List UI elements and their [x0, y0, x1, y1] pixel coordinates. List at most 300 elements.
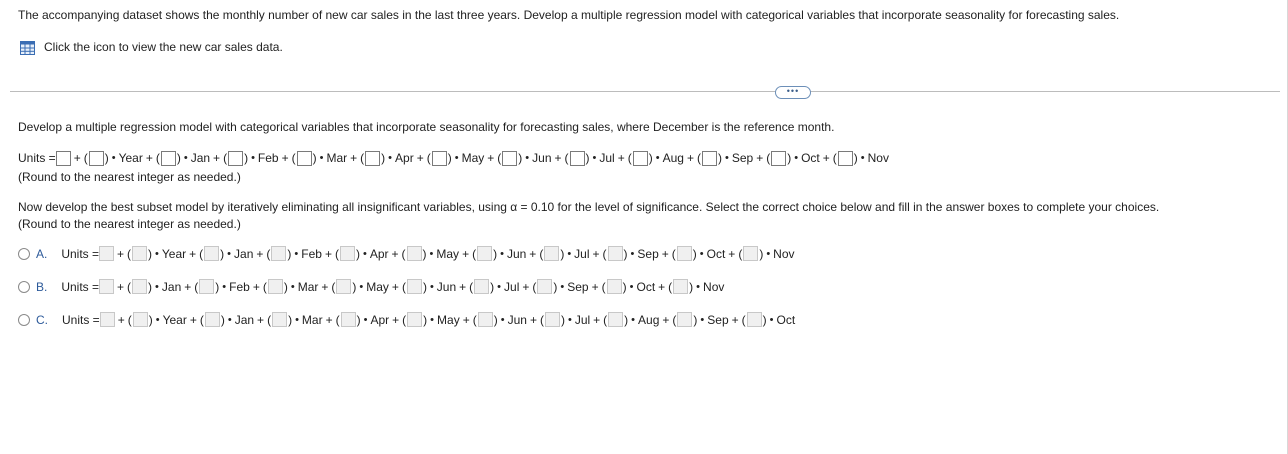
coefficient-input-apr[interactable] — [365, 151, 380, 166]
coefficient-group — [532, 279, 557, 294]
close-paren: ) — [553, 279, 558, 294]
plus-sign: + — [554, 151, 562, 165]
open-paren: ( — [360, 151, 365, 165]
coefficient-group — [628, 151, 653, 166]
part2-prompt: Now develop the best subset model by iteratively eliminating all insignificant variables, using α = 0.10 for the level of significance. Select the correct choice below and fill in the answer boxes to complete your choices. — [18, 200, 1160, 214]
plus-sign: + — [462, 246, 470, 261]
close-paren: ) — [422, 246, 427, 261]
section-divider — [10, 91, 1280, 92]
variable-jul: Jul — [504, 279, 520, 294]
variable-jun: Jun — [532, 151, 552, 165]
multiply-dot: • — [567, 313, 572, 326]
variable-mar: Mar — [301, 312, 323, 327]
open-paren: ( — [766, 151, 771, 165]
open-paren: ( — [601, 279, 606, 294]
open-paren: ( — [539, 246, 544, 261]
coefficient-input-aug[interactable] — [608, 312, 623, 327]
multiply-dot: • — [700, 313, 705, 326]
open-paren: ( — [497, 151, 502, 165]
coefficient-group — [672, 312, 697, 327]
plus-sign: + — [117, 312, 125, 327]
variable-year: Year — [162, 312, 187, 327]
variable-jun: Jun — [506, 246, 527, 261]
variable-year: Year — [118, 151, 143, 165]
intercept-input[interactable] — [100, 312, 115, 327]
table-grid-icon[interactable] — [20, 41, 35, 55]
open-paren: ( — [469, 279, 474, 294]
coefficient-group — [360, 151, 385, 166]
coefficient-group — [402, 246, 427, 261]
coefficient-group — [127, 279, 152, 294]
close-paren: ) — [759, 246, 764, 261]
coefficient-input-nov[interactable] — [838, 151, 853, 166]
coefficient-group — [540, 312, 565, 327]
close-paren: ) — [148, 246, 153, 261]
coefficient-input-mar[interactable] — [272, 312, 287, 327]
open-paren: ( — [83, 151, 88, 165]
close-paren: ) — [148, 279, 153, 294]
variable-nov: Nov — [703, 279, 725, 294]
variable-year: Year — [161, 246, 187, 261]
open-paren: ( — [155, 151, 160, 165]
coefficient-group — [833, 151, 858, 166]
coefficient-group — [472, 246, 497, 261]
close-paren: ) — [447, 151, 452, 165]
coefficient-group — [402, 312, 427, 327]
open-paren: ( — [199, 312, 204, 327]
open-paren: ( — [335, 312, 340, 327]
close-paren: ) — [422, 279, 427, 294]
close-paren: ) — [624, 312, 629, 327]
close-paren: ) — [493, 312, 498, 327]
variable-mar: Mar — [297, 279, 319, 294]
close-paren: ) — [356, 312, 361, 327]
plus-sign: + — [117, 246, 125, 261]
variable-jan: Jan — [234, 246, 254, 261]
coefficient-group — [194, 279, 219, 294]
coefficient-group — [199, 246, 224, 261]
coefficient-input-apr[interactable] — [341, 312, 356, 327]
multiply-dot: • — [430, 313, 435, 326]
plus-sign: + — [184, 279, 192, 294]
close-paren: ) — [220, 246, 225, 261]
open-paren: ( — [331, 279, 336, 294]
variable-aug: Aug — [638, 312, 660, 327]
open-paren: ( — [199, 246, 204, 261]
coefficient-input-year[interactable] — [89, 151, 104, 166]
coefficient-input-year[interactable] — [133, 312, 148, 327]
variable-oct: Oct — [706, 246, 726, 261]
plus-sign: + — [686, 151, 694, 165]
multiply-dot: • — [222, 280, 227, 293]
data-link[interactable] — [20, 40, 283, 55]
part2-round-note: (Round to the nearest integer as needed.) — [18, 217, 241, 231]
coefficient-input-may[interactable] — [432, 151, 447, 166]
multiply-dot: • — [629, 280, 634, 293]
plus-sign: + — [731, 312, 739, 327]
variable-sep: Sep — [637, 246, 659, 261]
choice-b[interactable] — [18, 279, 724, 294]
variable-oct: Oct — [801, 151, 820, 165]
multiply-dot: • — [388, 152, 393, 164]
coefficient-input-jan[interactable] — [205, 312, 220, 327]
multiply-dot: • — [766, 247, 771, 260]
coefficient-input-mar[interactable] — [268, 279, 283, 294]
coefficient-input-nov[interactable] — [743, 246, 758, 261]
variable-may: May — [436, 246, 460, 261]
open-paren: ( — [401, 246, 406, 261]
close-paren: ) — [560, 312, 565, 327]
plus-sign: + — [391, 246, 399, 261]
close-paren: ) — [693, 312, 698, 327]
coefficient-group — [565, 151, 590, 166]
coefficient-group — [766, 151, 791, 166]
close-paren: ) — [585, 151, 590, 165]
multiply-dot: • — [724, 152, 729, 164]
variable-apr: Apr — [370, 312, 390, 327]
coefficient-group — [402, 279, 427, 294]
close-paren: ) — [648, 151, 653, 165]
plus-sign: + — [73, 151, 81, 165]
close-paren: ) — [623, 246, 628, 261]
data-link-label[interactable]: Click the icon to view the new car sales data. — [44, 40, 283, 54]
plus-sign: + — [593, 312, 601, 327]
coefficient-input-jan[interactable] — [161, 151, 176, 166]
coefficient-input-oct[interactable] — [771, 151, 786, 166]
multiply-dot: • — [567, 247, 572, 260]
coefficient-input-aug[interactable] — [633, 151, 648, 166]
multiply-dot: • — [155, 247, 159, 260]
open-paren: ( — [603, 312, 608, 327]
multiply-dot: • — [794, 152, 799, 164]
open-paren: ( — [291, 151, 296, 165]
open-paren: ( — [738, 246, 743, 261]
plus-sign: + — [617, 151, 625, 165]
multiply-dot: • — [227, 247, 232, 260]
coefficient-group — [697, 151, 722, 166]
coefficient-group — [738, 246, 763, 261]
coefficient-input-sep[interactable] — [677, 312, 692, 327]
coefficient-input-jul[interactable] — [544, 246, 559, 261]
multiply-dot: • — [769, 313, 774, 326]
coefficient-input-year[interactable] — [132, 246, 147, 261]
variable-jan: Jan — [234, 312, 255, 327]
intercept-input[interactable] — [56, 151, 71, 166]
multiply-dot: • — [251, 152, 255, 164]
coefficient-group — [336, 312, 361, 327]
open-paren: ( — [127, 246, 132, 261]
coefficient-input-sep[interactable] — [702, 151, 717, 166]
open-paren: ( — [472, 246, 477, 261]
open-paren: ( — [334, 246, 339, 261]
plus-sign: + — [658, 279, 666, 294]
plus-sign: + — [662, 312, 670, 327]
close-paren: ) — [692, 246, 697, 261]
multiply-dot: • — [497, 280, 502, 293]
variable-sep: Sep — [567, 279, 589, 294]
multiply-dot: • — [290, 280, 295, 293]
variable-sep: Sep — [707, 312, 729, 327]
close-paren: ) — [381, 151, 386, 165]
open-paren: ( — [671, 246, 676, 261]
coefficient-input-sep[interactable] — [608, 246, 623, 261]
coefficient-input-jul[interactable] — [570, 151, 585, 166]
plus-sign: + — [213, 151, 221, 165]
choice-b-letter: B. — [36, 279, 48, 294]
open-paren: ( — [564, 151, 569, 165]
coefficient-group — [267, 312, 292, 327]
plus-sign: + — [529, 312, 537, 327]
open-paren: ( — [266, 246, 271, 261]
multiply-dot: • — [319, 152, 324, 164]
coefficient-input-may[interactable] — [407, 312, 422, 327]
plus-sign: + — [822, 151, 830, 165]
open-paren: ( — [223, 151, 228, 165]
variable-mar: Mar — [326, 151, 348, 165]
close-paren: ) — [352, 279, 357, 294]
coefficient-input-may[interactable] — [336, 279, 351, 294]
coefficient-input-jun[interactable] — [478, 312, 493, 327]
plus-sign: + — [256, 246, 264, 261]
open-paren: ( — [741, 312, 746, 327]
variable-may: May — [461, 151, 485, 165]
open-paren: ( — [832, 151, 837, 165]
plus-sign: + — [189, 312, 197, 327]
variable-may: May — [366, 279, 389, 294]
open-paren: ( — [262, 279, 267, 294]
open-paren: ( — [668, 279, 673, 294]
plus-sign: + — [592, 246, 600, 261]
multiply-dot: • — [655, 152, 660, 164]
multiply-dot: • — [454, 152, 459, 164]
close-paren: ) — [104, 151, 109, 165]
plus-sign: + — [350, 151, 358, 165]
coefficient-group — [84, 151, 109, 166]
variable-jan: Jan — [161, 279, 182, 294]
close-paren: ) — [622, 279, 627, 294]
close-paren: ) — [176, 151, 181, 165]
coefficient-group — [223, 151, 248, 166]
plus-sign: + — [392, 312, 400, 327]
variable-oct: Oct — [776, 312, 796, 327]
multiply-dot: • — [699, 247, 704, 260]
multiply-dot: • — [294, 247, 299, 260]
close-paren: ) — [762, 312, 767, 327]
plus-sign: + — [117, 279, 125, 294]
variable-feb: Feb — [229, 279, 250, 294]
close-paren: ) — [355, 246, 360, 261]
choice-c-radio[interactable] — [18, 314, 30, 326]
coefficient-group — [668, 279, 693, 294]
open-paren: ( — [472, 312, 477, 327]
choice-a-letter: A. — [36, 246, 48, 261]
multiply-dot: • — [363, 313, 368, 326]
open-paren: ( — [267, 312, 272, 327]
coefficient-group — [263, 279, 288, 294]
choice-b-radio[interactable] — [18, 281, 30, 293]
intercept-input[interactable] — [99, 246, 114, 261]
plus-sign: + — [257, 312, 265, 327]
part1-prompt: Develop a multiple regression model with categorical variables that incorporate seasonality for forecasting sales, where December is the reference month. — [18, 120, 835, 134]
multiply-dot: • — [155, 313, 160, 326]
close-paren: ) — [493, 246, 498, 261]
coefficient-group — [672, 246, 697, 261]
multiply-dot: • — [560, 280, 565, 293]
multiply-dot: • — [860, 152, 865, 164]
variable-oct: Oct — [636, 279, 656, 294]
coefficient-input-jun[interactable] — [477, 246, 492, 261]
coefficient-group — [469, 279, 494, 294]
plus-sign: + — [325, 312, 333, 327]
coefficient-group — [497, 151, 522, 166]
multiply-dot: • — [525, 152, 530, 164]
variable-feb: Feb — [257, 151, 279, 165]
coefficient-group — [266, 246, 291, 261]
part1-round-note: (Round to the nearest integer as needed.) — [18, 170, 241, 184]
equation-lhs: Units = — [18, 151, 56, 165]
plus-sign: + — [487, 151, 495, 165]
multiply-dot: • — [227, 313, 232, 326]
multiply-dot: • — [630, 247, 635, 260]
variable-nov: Nov — [773, 246, 795, 261]
coefficient-input-oct[interactable] — [607, 279, 622, 294]
coefficient-group — [156, 151, 181, 166]
coefficient-group — [335, 246, 360, 261]
coefficient-group — [331, 279, 356, 294]
open-paren: ( — [194, 279, 199, 294]
coefficient-group — [603, 312, 628, 327]
coefficient-input-sep[interactable] — [537, 279, 552, 294]
plus-sign: + — [459, 279, 467, 294]
coefficient-input-jul[interactable] — [545, 312, 560, 327]
coefficient-input-apr[interactable] — [340, 246, 355, 261]
open-paren: ( — [127, 312, 132, 327]
variable-jan: Jan — [190, 151, 211, 165]
multiply-dot: • — [111, 152, 116, 164]
coefficient-input-oct[interactable] — [677, 246, 692, 261]
plus-sign: + — [661, 246, 669, 261]
plus-sign: + — [416, 151, 424, 165]
plus-sign: + — [728, 246, 736, 261]
coefficient-group — [742, 312, 767, 327]
variable-jun: Jun — [507, 312, 527, 327]
more-button[interactable]: ••• — [775, 86, 811, 99]
coefficient-group — [602, 279, 627, 294]
open-paren: ( — [401, 279, 406, 294]
variable-sep: Sep — [731, 151, 754, 165]
close-paren: ) — [244, 151, 249, 165]
multiply-dot: • — [359, 280, 364, 293]
open-paren: ( — [539, 312, 544, 327]
variable-apr: Apr — [395, 151, 414, 165]
plus-sign: + — [281, 151, 289, 165]
plus-sign: + — [321, 279, 329, 294]
variable-jul: Jul — [574, 312, 591, 327]
coefficient-input-jan[interactable] — [132, 279, 147, 294]
close-paren: ) — [148, 312, 153, 327]
multiply-dot: • — [362, 247, 367, 260]
coefficient-input-oct[interactable] — [747, 312, 762, 327]
close-paren: ) — [288, 312, 293, 327]
choice-c-letter: C. — [36, 312, 48, 327]
close-paren: ) — [518, 151, 523, 165]
equation-lhs: Units = — [61, 246, 100, 261]
intercept-input[interactable] — [99, 279, 114, 294]
plus-sign: + — [522, 279, 530, 294]
coefficient-input-jul[interactable] — [474, 279, 489, 294]
equation-lhs: Units = — [61, 279, 100, 294]
close-paren: ) — [215, 279, 220, 294]
variable-apr: Apr — [369, 246, 389, 261]
close-paren: ) — [490, 279, 495, 294]
choice-a[interactable] — [18, 246, 795, 261]
multiply-dot: • — [631, 313, 636, 326]
variable-nov: Nov — [867, 151, 889, 165]
variable-jul: Jul — [599, 151, 615, 165]
equation-lhs: Units = — [62, 312, 100, 327]
plus-sign: + — [462, 312, 470, 327]
coefficient-group — [427, 151, 452, 166]
close-paren: ) — [287, 246, 292, 261]
open-paren: ( — [602, 246, 607, 261]
coefficient-input-nov[interactable] — [673, 279, 688, 294]
choice-c[interactable] — [18, 312, 795, 327]
multiply-dot: • — [696, 280, 701, 293]
multiply-dot: • — [429, 247, 434, 260]
plus-sign: + — [529, 246, 537, 261]
coefficient-input-may[interactable] — [407, 246, 422, 261]
coefficient-input-feb[interactable] — [271, 246, 286, 261]
open-paren: ( — [532, 279, 537, 294]
plus-sign: + — [391, 279, 399, 294]
open-paren: ( — [402, 312, 407, 327]
multiply-dot: • — [500, 313, 505, 326]
variable-may: May — [437, 312, 460, 327]
open-paren: ( — [627, 151, 632, 165]
coefficient-input-jun[interactable] — [407, 279, 422, 294]
part1-equation — [18, 151, 889, 166]
intro-text: The accompanying dataset shows the monthly number of new car sales in the last three years. Develop a multiple regression model with categorical variables that incorporate seasonality for forecasting sales. — [18, 8, 1120, 22]
coefficient-input-feb[interactable] — [199, 279, 214, 294]
choice-a-radio[interactable] — [18, 248, 30, 260]
coefficient-group — [603, 246, 628, 261]
close-paren: ) — [423, 312, 428, 327]
coefficient-input-mar[interactable] — [297, 151, 312, 166]
close-paren: ) — [853, 151, 858, 165]
plus-sign: + — [252, 279, 260, 294]
variable-jun: Jun — [436, 279, 457, 294]
multiply-dot: • — [155, 280, 159, 293]
close-paren: ) — [220, 312, 225, 327]
plus-sign: + — [324, 246, 332, 261]
coefficient-input-jan[interactable] — [204, 246, 219, 261]
open-paren: ( — [672, 312, 677, 327]
multiply-dot: • — [429, 280, 434, 293]
close-paren: ) — [787, 151, 792, 165]
coefficient-input-jun[interactable] — [502, 151, 517, 166]
plus-sign: + — [145, 151, 153, 165]
coefficient-group — [473, 312, 498, 327]
coefficient-input-feb[interactable] — [228, 151, 243, 166]
plus-sign: + — [591, 279, 599, 294]
plus-sign: + — [189, 246, 197, 261]
open-paren: ( — [127, 279, 132, 294]
coefficient-group — [200, 312, 225, 327]
plus-sign: + — [756, 151, 764, 165]
close-paren: ) — [312, 151, 317, 165]
variable-aug: Aug — [662, 151, 684, 165]
open-paren: ( — [696, 151, 701, 165]
